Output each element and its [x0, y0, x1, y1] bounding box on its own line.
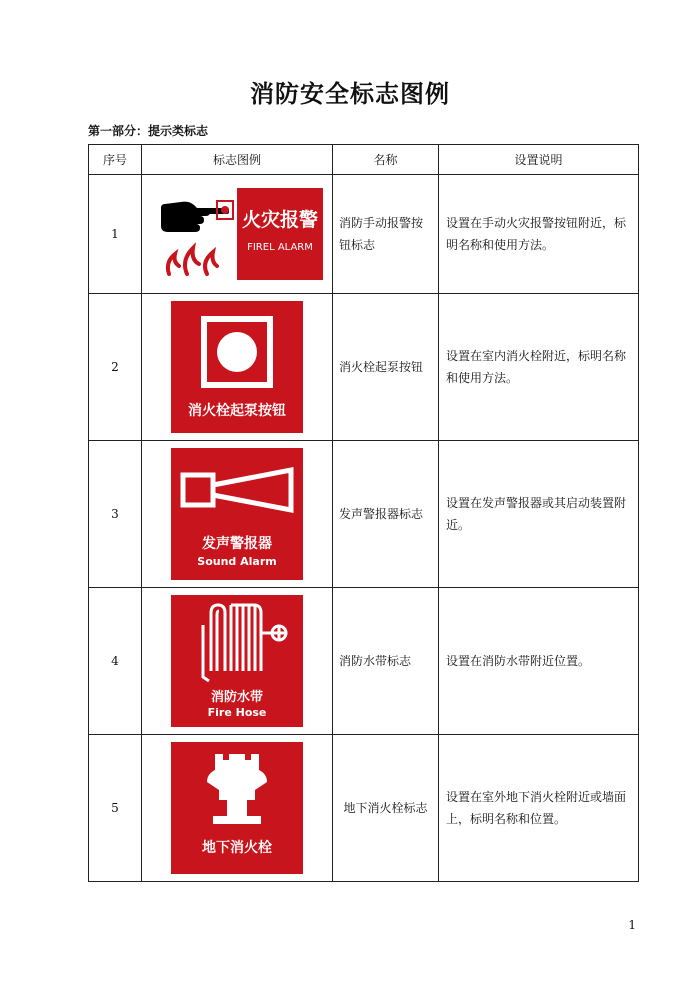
table-row [89, 588, 639, 735]
sign-main-text: 火灾报警 [241, 209, 319, 231]
sign-description: 设置在手动火灾报警按钮附近，标明名称和使用方法。 [439, 175, 639, 294]
row-number: 2 [89, 294, 142, 441]
row-number: 5 [89, 735, 142, 882]
sign-name: 消防手动报警按钮标志 [333, 175, 439, 294]
header-description: 设置说明 [439, 145, 639, 175]
sign-description: 设置在发声警报器或其启动装置附近。 [439, 441, 639, 588]
header-sign: 标志图例 [142, 145, 333, 175]
sign-cell [142, 588, 333, 735]
sign-cell [142, 175, 333, 294]
sign-cell [142, 441, 333, 588]
sign-sub-text: FIREL ALARM [247, 242, 313, 253]
hydrant-pump-button-sign [171, 301, 303, 433]
table-row [89, 175, 639, 294]
page-number: 1 [628, 918, 636, 932]
fire-sign-table [88, 144, 639, 882]
sign-main-text: 消防水带 [210, 690, 264, 705]
header-name: 名称 [333, 145, 439, 175]
sign-sub-text: Sound Alarm [197, 555, 277, 568]
header-number: 序号 [89, 145, 142, 175]
sign-name: 消火栓起泵按钮 [333, 294, 439, 441]
sign-name: 消防水带标志 [333, 588, 439, 735]
fire-alarm-button-sign [151, 188, 323, 280]
sign-main-text: 地下消火栓 [202, 840, 272, 856]
table-header-row [89, 145, 639, 175]
table-row [89, 441, 639, 588]
sign-cell [142, 735, 333, 882]
sign-name: 地下消火栓标志 [333, 735, 439, 882]
sign-description: 设置在消防水带附近位置。 [439, 588, 639, 735]
row-number: 1 [89, 175, 142, 294]
sign-description: 设置在室内消火栓附近，标明名称和使用方法。 [439, 294, 639, 441]
sign-main-text: 发声警报器 [202, 536, 272, 552]
table-row [89, 735, 639, 882]
document-title: 消防安全标志图例 [250, 80, 450, 108]
row-number: 3 [89, 441, 142, 588]
sign-main-text: 消火栓起泵按钮 [188, 403, 286, 419]
sign-cell [142, 294, 333, 441]
underground-hydrant-sign [171, 742, 303, 874]
table-row [89, 294, 639, 441]
row-number: 4 [89, 588, 142, 735]
sign-name: 发声警报器标志 [333, 441, 439, 588]
push-button-icon [217, 332, 257, 372]
section-heading: 第一部分：提示类标志 [88, 124, 209, 138]
sound-alarm-sign [171, 448, 303, 580]
sign-sub-text: Fire Hose [207, 706, 267, 719]
fire-hose-sign [171, 595, 303, 727]
sign-description: 设置在室外地下消火栓附近或墙面上，标明名称和位置。 [439, 735, 639, 882]
